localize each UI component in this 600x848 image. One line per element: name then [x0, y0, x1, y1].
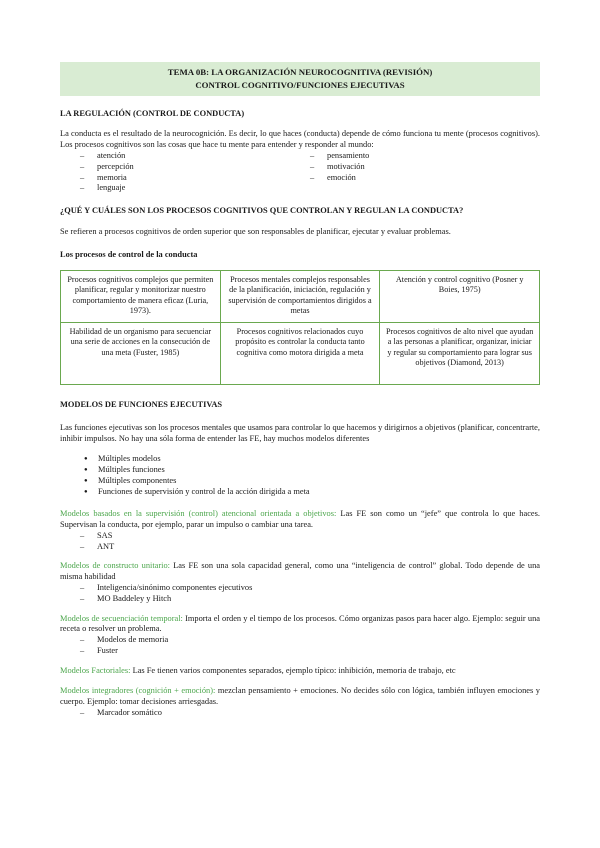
table-row — [61, 270, 540, 322]
temporal-model-section — [60, 614, 540, 657]
list-item: ● Funciones de supervisión y control de la acción dirigida a meta — [84, 487, 540, 498]
integrative-model-section — [60, 686, 540, 719]
unitary-list — [80, 583, 540, 604]
list-item: – Modelos de memoria — [80, 635, 540, 646]
list-item: – Inteligencia/sinónimo componentes ejecutivos — [80, 583, 540, 594]
unitary-paragraph — [60, 561, 540, 583]
integrative-label: Modelos integradores (cognición + emoción): — [60, 685, 216, 695]
list-item: – SAS — [80, 531, 540, 542]
list-item: – pensamiento — [310, 151, 540, 162]
list-item: – memoria — [80, 173, 310, 184]
list-item: – Fuster — [80, 646, 540, 657]
models-bullet-list — [84, 454, 540, 498]
unitary-label: Modelos de constructo unitario: — [60, 561, 171, 571]
integrative-text: mezclan pensamiento + emociones. No decides sólo con lógica, también influyen emociones y cuerpo. Ejemplo: tomar decisiones arriesgadas. — [60, 685, 540, 706]
temporal-list — [80, 635, 540, 656]
table-cell: Procesos cognitivos de alto nivel que ayudan a las personas a planificar, organizar, iniciar y regular su comportamiento para lograr sus objetivos (Diamond, 2013) — [380, 322, 540, 384]
list-item: – Marcador somático — [80, 708, 540, 719]
unitary-model-section — [60, 561, 540, 604]
list-item: – motivación — [310, 162, 540, 173]
models-heading: MODELOS DE FUNCIONES EJECUTIVAS — [60, 399, 223, 409]
table-cell: Procesos mentales complejos responsables de la planificación, iniciación, regulación y supervisión de comportamientos dirigidos a metas — [220, 270, 380, 322]
list-item: ● Múltiples funciones — [84, 465, 540, 476]
list-item: ● Múltiples componentes — [84, 476, 540, 487]
unitary-text: Las FE son una sola capacidad general, como una “inteligencia de control” global. Todo depende de una misma habilidad — [60, 561, 540, 582]
list-item: – ANT — [80, 542, 540, 553]
control-heading: Los procesos de control de la conducta — [60, 249, 198, 259]
regulation-heading: LA REGULACIÓN (CONTROL DE CONDUCTA) — [60, 108, 245, 118]
list-item: – emoción — [310, 173, 540, 184]
temporal-label: Modelos de secuenciación temporal: — [60, 613, 183, 623]
integrative-paragraph — [60, 686, 540, 708]
factorial-model-section — [60, 666, 540, 677]
integrative-list — [80, 708, 540, 719]
supervision-list — [80, 531, 540, 552]
supervision-paragraph — [60, 509, 540, 531]
cognitive-process-list — [80, 151, 540, 194]
list-item: – atención — [80, 151, 310, 162]
title-line-1: TEMA 0B: LA ORGANIZACIÓN NEUROCOGNITIVA (REVISIÓN) — [167, 67, 433, 77]
title-line-2: CONTROL COGNITIVO/FUNCIONES EJECUTIVAS — [195, 79, 405, 90]
list-item: – percepción — [80, 162, 310, 173]
temporal-paragraph — [60, 614, 540, 636]
title-banner — [60, 62, 540, 96]
models-paragraph: Las funciones ejecutivas son los procesos mentales que usamos para controlar lo que hacemos y dirigirnos a objetivos (planificar, concentrarte, inhibir impulsos. No hay una sóla forma de entender las FE, hay muchos modelos diferentes — [60, 422, 540, 443]
table-cell: Procesos cognitivos complejos que permiten planificar, regular y monitorizar nuestro comportamiento de manera eficaz (Luria, 1973). — [61, 270, 221, 322]
table-row — [61, 322, 540, 384]
factorial-paragraph — [60, 666, 540, 677]
regulation-paragraph: La conducta es el resultado de la neurocognición. Es decir, lo que haces (conducta) depende de cómo funciona tu mente (procesos cognitivos). Los procesos cognitivos son las cosas que hace tu mente para entender y responder al mundo: — [60, 129, 540, 150]
list-item: ● Múltiples modelos — [84, 454, 540, 465]
list-item: – lenguaje — [80, 183, 310, 194]
process-column-2 — [310, 151, 540, 194]
factorial-label: Modelos Factoriales: — [60, 665, 131, 675]
temporal-text: Importa el orden y el tiempo de los procesos. Cómo organizas pasos para hacer algo. Ejemplo: seguir una receta o resolver un problema. — [60, 613, 540, 634]
table-cell: Habilidad de un organismo para secuenciar una serie de acciones en la consecución de una meta (Fuster, 1985) — [61, 322, 221, 384]
table-cell: Procesos cognitivos relacionados cuyo propósito es controlar la conducta tanto cognitiva como motora dirigida a meta — [220, 322, 380, 384]
table-cell: Atención y control cognitivo (Posner y Boies, 1975) — [380, 270, 540, 322]
definitions-table — [60, 270, 540, 385]
question-heading: ¿QUÉ Y CUÁLES SON LOS PROCESOS COGNITIVOS QUE CONTROLAN Y REGULAN LA CONDUCTA? — [60, 205, 464, 215]
supervision-text: Las FE son como un “jefe” que controla lo que haces. Supervisan la conducta, por ejemplo, parar un impulso o cambiar una tarea. — [60, 509, 541, 530]
list-item: – MO Baddeley y Hitch — [80, 594, 540, 605]
process-column-1 — [80, 151, 310, 194]
supervision-label: Modelos basados en la supervisión (control) atencional orientada a objetivos: — [60, 509, 337, 519]
factorial-text: Las Fe tienen varios componentes separados, ejemplo típico: inhibición, memoria de trabajo, etc — [130, 665, 456, 675]
question-paragraph: Se refieren a procesos cognitivos de orden superior que son responsables de planificar, ejecutar y evaluar problemas. — [60, 226, 451, 236]
supervision-model-section — [60, 509, 540, 552]
